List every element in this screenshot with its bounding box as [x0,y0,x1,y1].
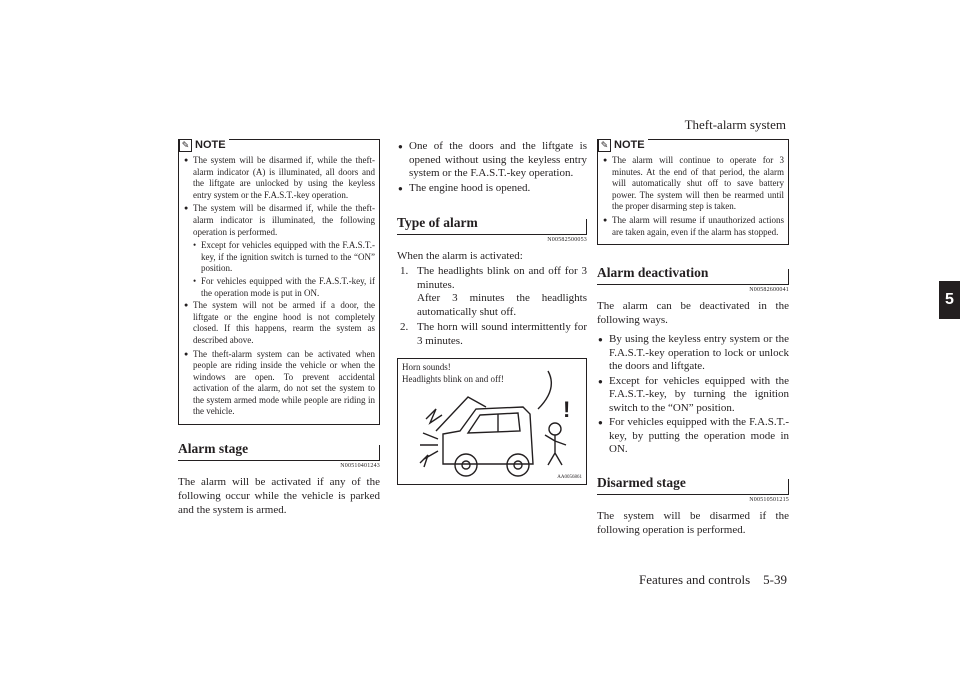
note-sub-bullet: • Except for vehicles equipped with the F.A.S.T.-key, if the ignition switch is turned to the “ON” position. [184,240,375,275]
bullet-item: ● For vehicles equipped with the F.A.S.T.-key, by putting the operation mode in ON. [597,416,789,457]
column-2 [397,139,587,485]
section-title: Theft-alarm system [684,117,786,132]
heading-type-of-alarm: Type of alarm [397,215,587,235]
bullet-item: ● The engine hood is opened. [397,182,587,196]
illustration-code: AA0056861 [557,475,582,480]
note-label: ✎ NOTE [598,139,648,152]
note-bullet: ● The theft-alarm system can be activated when people are riding inside the vehicle or when the windows are open. To prevent accidental activation of the alarm, do not set the system to the system armed mode while people are riding in the vehicle. [184,349,375,419]
note-bullet: ● The system will not be armed if a door, the liftgate or the engine hood is not completely closed. If this happens, rearm the system as described above. [184,300,375,346]
column-1 [178,139,380,517]
heading-disarmed-stage: Disarmed stage [597,475,789,495]
doc-code: N00582500053 [547,237,587,243]
note-box [597,139,789,245]
bullet-item: ● By using the keyless entry system or the F.A.S.T.-key operation to lock or unlock the doors and liftgate. [597,333,789,374]
note-bullet: ● The system will be disarmed if, while the theft-alarm indicator is illuminated, the following operation is performed. [184,203,375,238]
step-item: 2. The horn will sound intermittently for 3 minutes. [400,321,587,347]
bullet-item: ● One of the doors and the liftgate is opened without using the keyless entry system or the F.A.S.T.-key operation. [397,140,587,181]
doc-code: N00582600041 [749,287,789,294]
page-footer: Features and controls 5-39 [638,572,787,587]
svg-text:!: ! [563,397,571,422]
doc-code: N00510501215 [749,496,789,503]
car-alarm-icon [398,359,586,482]
pencil-icon: ✎ [598,139,611,152]
note-bullet: ● The system will be disarmed if, while the theft-alarm indicator (A) is illuminated, all doors and the liftgate are unlocked by using the keyless entry system or the F.A.S.T.-key operation. [184,155,375,201]
note-box [178,139,380,425]
heading-alarm-deactivation: Alarm deactivation [597,265,789,285]
step-item: 1. The headlights blink on and off for 3 minutes. [400,265,587,291]
alarm-illustration [397,358,587,485]
column-3 [597,139,789,537]
doc-code: N00510401243 [340,463,380,470]
note-label: ✎ NOTE [179,139,229,152]
chapter-tab: 5 [939,281,960,319]
paragraph: The alarm can be deactivated in the following ways. [597,300,789,327]
intro-text: When the alarm is activated: [397,250,523,262]
step-item: After 3 minutes the headlights automatically shut off. [417,292,587,318]
note-bullet: ● The alarm will resume if unauthorized actions are taken again, even if the alarm has stopped. [603,215,784,238]
note-sub-bullet: • For vehicles equipped with the F.A.S.T.-key, if the operation mode is put in ON. [184,276,375,299]
paragraph: The alarm will be activated if any of the following occur while the vehicle is parked and the system is armed. [178,476,380,517]
note-bullet: ● The alarm will continue to operate for 3 minutes. At the end of that period, the alarm will automatically shut off to save battery power. The system will then be rearmed until the proper disarming step is taken. [603,155,784,213]
paragraph: The system will be disarmed if the following operation is performed. [597,509,789,536]
heading-alarm-stage: Alarm stage [178,441,380,461]
pencil-icon: ✎ [179,139,192,152]
bullet-item: ● Except for vehicles equipped with the F.A.S.T.-key, by turning the ignition switch to the “ON” position. [597,375,789,416]
illustration-caption: Horn sounds! Headlights blink on and off! [402,362,504,384]
